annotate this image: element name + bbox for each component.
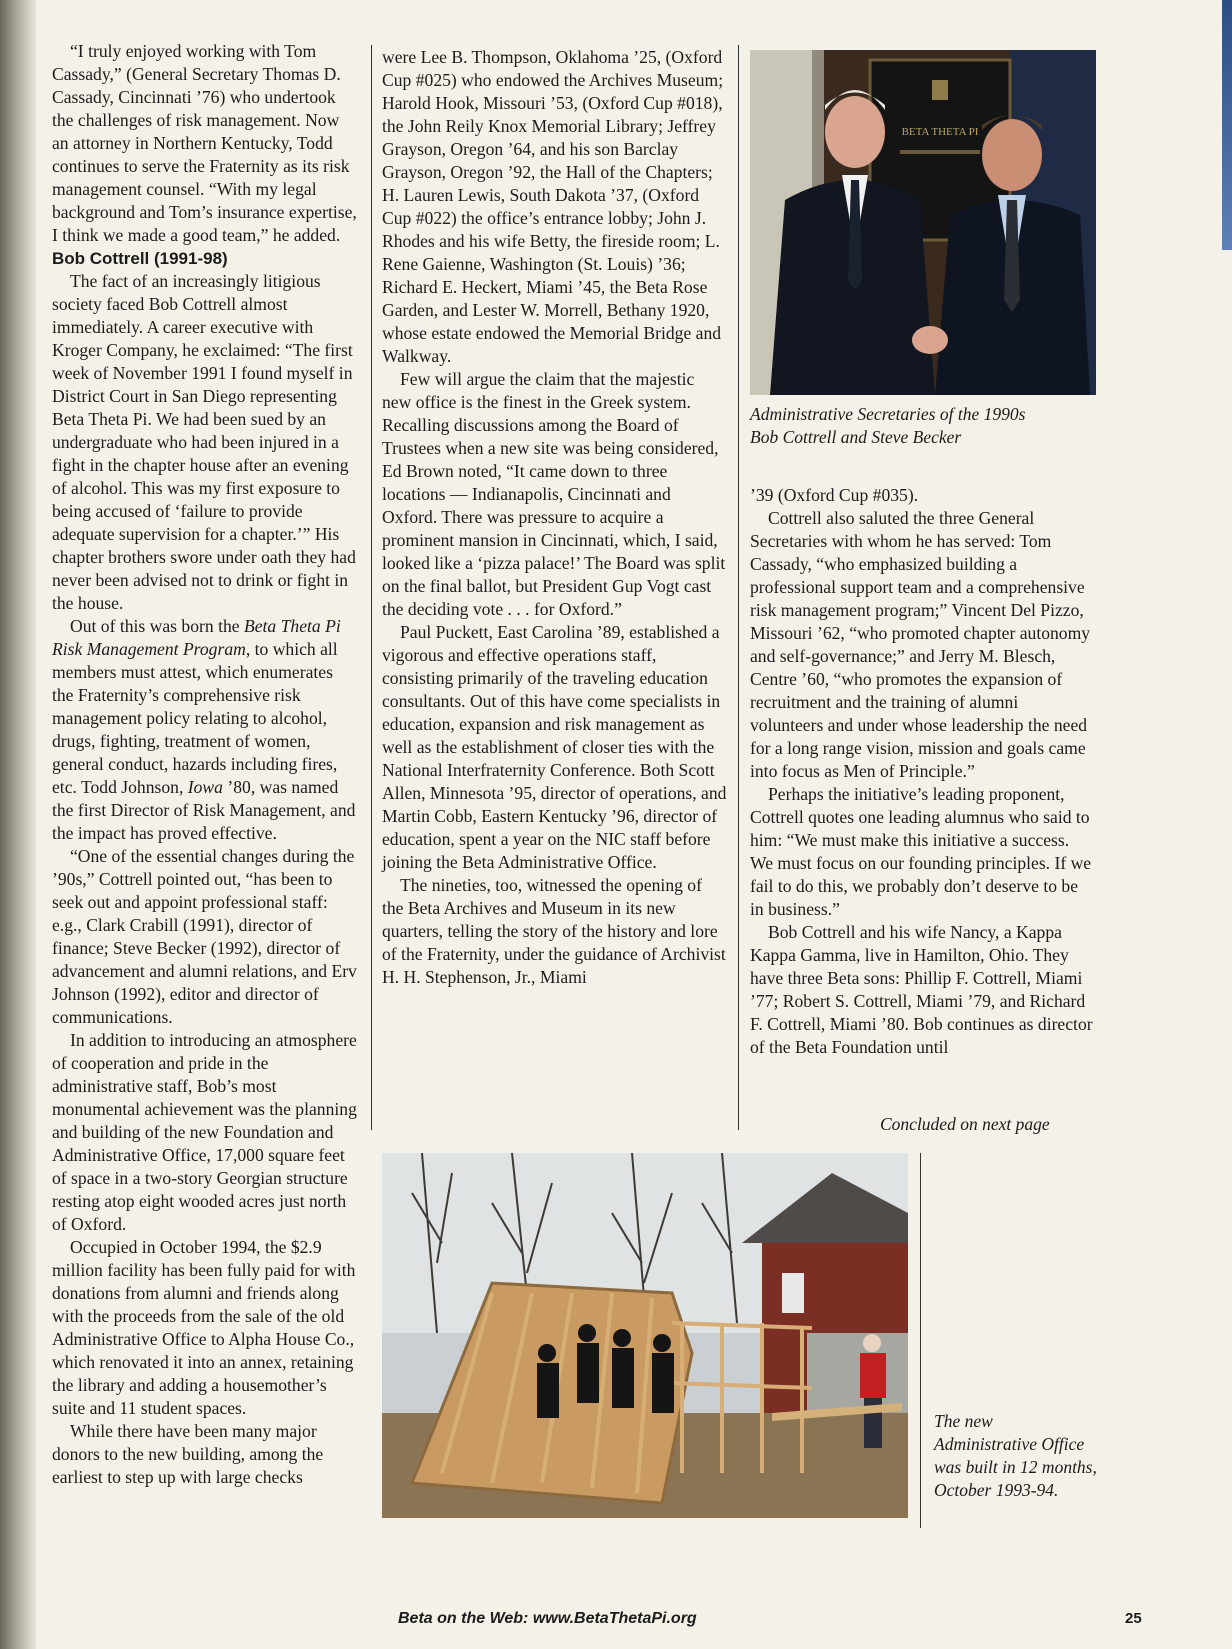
column-1: [52, 40, 357, 1489]
footer-web-address: Beta on the Web: www.BetaThetaPi.org: [398, 1610, 697, 1627]
col3-paragraph-4: Bob Cottrell and his wife Nancy, a Kappa Kappa Gamma, live in Hamilton, Ohio. They have three Beta sons: Phillip F. Cottrell, Miami ’77; Robert S. Cottrell, Miami ’79, and Richard F. Cottrell, Miami ’80. Bob continues as director of the Beta Foundation until: [750, 922, 1093, 1057]
column-rule-1: [371, 45, 372, 1130]
photo-caption-construction: The new Administrative Office was built in 12 months, October 1993-94.: [934, 1411, 1097, 1500]
col2-paragraph-1: were Lee B. Thompson, Oklahoma ’25, (Oxford Cup #025) who endowed the Archives Museum; Harold Hook, Missouri ’53, (Oxford Cup #018), the John Reily Knox Memorial Library; Jeffrey Grayson, Oregon ’64, and his son Barclay Grayson, Oregon ’92, the Hall of the Chapters; H. Lauren Lewis, South Dakota ’37, (Oxford Cup #022) the office’s entrance lobby; John J. Rhodes and his wife Betty, the fireside room; L. Rene Gaienne, Washington (St. Louis) ’36; Richard E. Heckert, Miami ’45, the Beta Rose Garden, and Lester W. Morrell, Bethany 1920, whose estate endowed the Memorial Bridge and Walkway.: [382, 47, 724, 366]
column-rule-2: [738, 45, 739, 1130]
photo-illustration: [750, 50, 1096, 395]
photo-caption-rule: [920, 1153, 921, 1528]
photo-construction: [382, 1153, 908, 1518]
col2-paragraph-3: Paul Puckett, East Carolina ’89, established a vigorous and effective operations staff, consisting primarily of the traveling education consultants. Out of this have come specialists in education, expansion and risk management as well as the establishment of closer ties with the National Interfraternity Conference. Both Scott Allen, Minnesota ’95, director of operations, and Martin Cobb, Eastern Kentucky ’96, director of education, spent a year on the NIC staff before joining the Beta Administrative Office.: [382, 622, 727, 872]
col1-paragraph-2: The fact of an increasingly litigious society faced Bob Cottrell almost immediately. A career executive with Kroger Company, he exclaimed: “The first week of November 1991 I found myself in District Court in San Diego representing Beta Theta Pi. We had been sued by an undergraduate who had been injured in a fight in the chapter house after an evening of alcohol. This was my first exposure to being accused of ‘failure to provide adequate supervision for a chapter.’” His chapter brothers swore under oath they had never been advised not to drink or fight in the house.: [52, 271, 356, 613]
photo-administrative-secretaries: [750, 50, 1096, 395]
col1-paragraph-6: Occupied in October 1994, the $2.9 million facility has been fully paid for with donations from alumni and friends along with the proceeds from the sale of the old Administrative Office to Alpha House Co., which renovated it into an annex, retaining the library and adding a housemother’s suite and 11 student spaces.: [52, 1237, 356, 1418]
col3-paragraph-1: ’39 (Oxford Cup #035).: [750, 485, 919, 505]
col3-paragraph-3: Perhaps the initiative’s leading proponent, Cottrell quotes one leading alumnus who said to him: “We must make this initiative a success. We must focus on our founding principles. If we fail to do this, we probably don’t deserve to be in business.”: [750, 784, 1092, 919]
col1-paragraph-7: While there have been many major donors to the new building, among the earliest to step up with large checks: [52, 1421, 324, 1487]
page-edge-strip: [1222, 0, 1232, 250]
col3-paragraph-2: Cottrell also saluted the three General Secretaries with whom he has served: Tom Cassady, “who emphasized building a professional support team and a comprehensive risk management program;” Vincent Del Pizzo, Missouri ’62, “who promoted chapter autonomy and self-governance;” and Jerry M. Blesch, Centre ’60, “who promotes the expansion of recruitment and the training of alumni volunteers and under whose leadership the need for a long range vision, mission and goals came into focus as Men of Principle.”: [750, 508, 1091, 781]
col1-paragraph-5: In addition to introducing an atmosphere of cooperation and pride in the administrative staff, Bob’s most monumental achievement was the planning and building of the new Foundation and Administrative Office, 17,000 square feet of space in a two-story Georgian structure resting atop eight wooded acres just north of Oxford.: [52, 1030, 357, 1234]
col2-paragraph-2: Few will argue the claim that the majestic new office is the finest in the Greek system. Recalling discussions among the Board of Trustees when a new site was being considered, Ed Brown noted, “It came down to three locations — Indianapolis, Cincinnati and Oxford. There was pressure to acquire a prominent mansion in Cincinnati, which, I said, looked like a ‘pizza palace!’ The Board was split on the final ballot, but President Gup Vogt cast the deciding vote . . . for Oxford.”: [382, 369, 726, 619]
column-3: [750, 484, 1095, 1059]
binding-gutter: [0, 0, 36, 1649]
column-2: [382, 46, 727, 989]
col1-paragraph-3: Out of this was born the Beta Theta Pi Risk Management Program, to which all members must attest, which enumerates the Fraternity’s comprehensive risk management policy relating to alcohol, drugs, fighting, treatment of women, general conduct, hazards including fires, etc. Todd Johnson, Iowa ’80, was named the first Director of Risk Management, and the impact has proved effective.: [52, 616, 356, 843]
section-heading: Bob Cottrell (1991-98): [52, 249, 228, 268]
photo-caption-secretaries: Administrative Secretaries of the 1990s Bob Cottrell and Steve Becker: [750, 404, 1026, 447]
continued-note: Concluded on next page: [880, 1114, 1050, 1134]
col1-paragraph-1: “I truly enjoyed working with Tom Cassady,” (General Secretary Thomas D. Cassady, Cincinnati ’76) who undertook the challenges of risk management. Now an attorney in Northern Kentucky, Todd continues to serve the Fraternity as its risk management counsel. “With my legal background and Tom’s insurance expertise, I think we made a good team,” he added.: [52, 41, 357, 245]
construction-illustration: [382, 1153, 908, 1518]
plaque-text: BETA THETA PI: [901, 126, 979, 138]
page-number: 25: [1125, 1610, 1142, 1627]
col2-paragraph-4: The nineties, too, witnessed the opening of the Beta Archives and Museum in its new quarters, telling the story of the history and lore of the Fraternity, under the guidance of Archivist H. H. Stephenson, Jr., Miami: [382, 875, 726, 987]
col1-paragraph-4: “One of the essential changes during the ’90s,” Cottrell pointed out, “has been to seek out and appoint professional staff: e.g., Clark Crabill (1991), director of finance; Steve Becker (1992), director of advancement and alumni relations, and Erv Johnson (1992), editor and director of communications.: [52, 846, 357, 1027]
